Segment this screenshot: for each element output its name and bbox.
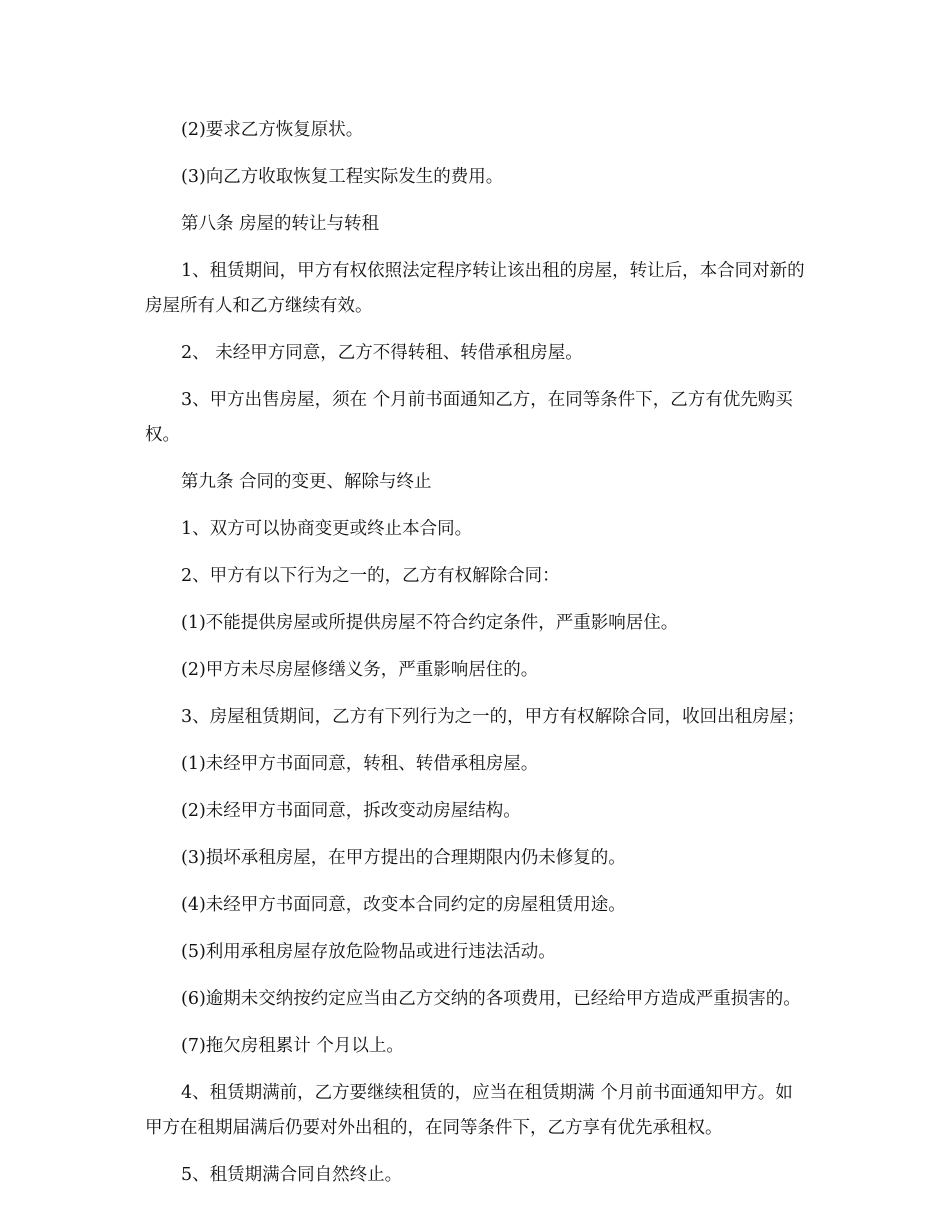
paragraph: 2、 未经甲方同意，乙方不得转租、转借承租房屋。 — [181, 343, 583, 363]
paragraph: (1)未经甲方书面同意，转租、转借承租房屋。 — [181, 754, 539, 774]
paragraph: (1)不能提供房屋或所提供房屋不符合约定条件，严重影响居住。 — [181, 613, 679, 633]
section-heading: 第九条 合同的变更、解除与终止 — [181, 472, 432, 492]
paragraph: (2)要求乙方恢复原状。 — [181, 120, 364, 140]
paragraph: (4)未经甲方书面同意，改变本合同约定的房屋租赁用途。 — [181, 895, 626, 915]
paragraph: (7)拖欠房租累计 个月以上。 — [181, 1036, 404, 1056]
paragraph: (2)甲方未尽房屋修缮义务，严重影响居住的。 — [181, 660, 539, 680]
paragraph: 3、甲方出售房屋，须在 个月前书面通知乙方，在同等条件下，乙方有优先购买权。 — [145, 390, 793, 445]
paragraph: 5、租赁期满合同自然终止。 — [181, 1165, 403, 1185]
paragraph: (6)逾期未交纳按约定应当由乙方交纳的各项费用，已经给甲方造成严重损害的。 — [181, 989, 801, 1009]
paragraph: (3)向乙方收取恢复工程实际发生的费用。 — [181, 167, 504, 187]
paragraph: 3、房屋租赁期间，乙方有下列行为之一的，甲方有权解除合同，收回出租房屋； — [181, 707, 805, 727]
paragraph: (3)损坏承租房屋，在甲方提出的合理期限内仍未修复的。 — [181, 848, 626, 868]
paragraph: (2)未经甲方书面同意，拆改变动房屋结构。 — [181, 801, 521, 821]
paragraph: 1、租赁期间，甲方有权依照法定程序转让该出租的房屋，转让后，本合同对新的房屋所有人和乙方继续有效。 — [145, 261, 805, 316]
paragraph: 4、租赁期满前，乙方要继续租赁的，应当在租赁期满 个月前书面通知甲方。如甲方在租期届满后仍要对外出租的，在同等条件下，乙方享有优先承租权。 — [145, 1083, 793, 1138]
section-heading: 第八条 房屋的转让与转租 — [181, 214, 380, 234]
paragraph: (5)利用承租房屋存放危险物品或进行违法活动。 — [181, 942, 556, 962]
paragraph: 1、双方可以协商变更或终止本合同。 — [181, 519, 473, 539]
document-body — [145, 113, 810, 1193]
paragraph: 2、甲方有以下行为之一的，乙方有权解除合同： — [181, 566, 560, 586]
